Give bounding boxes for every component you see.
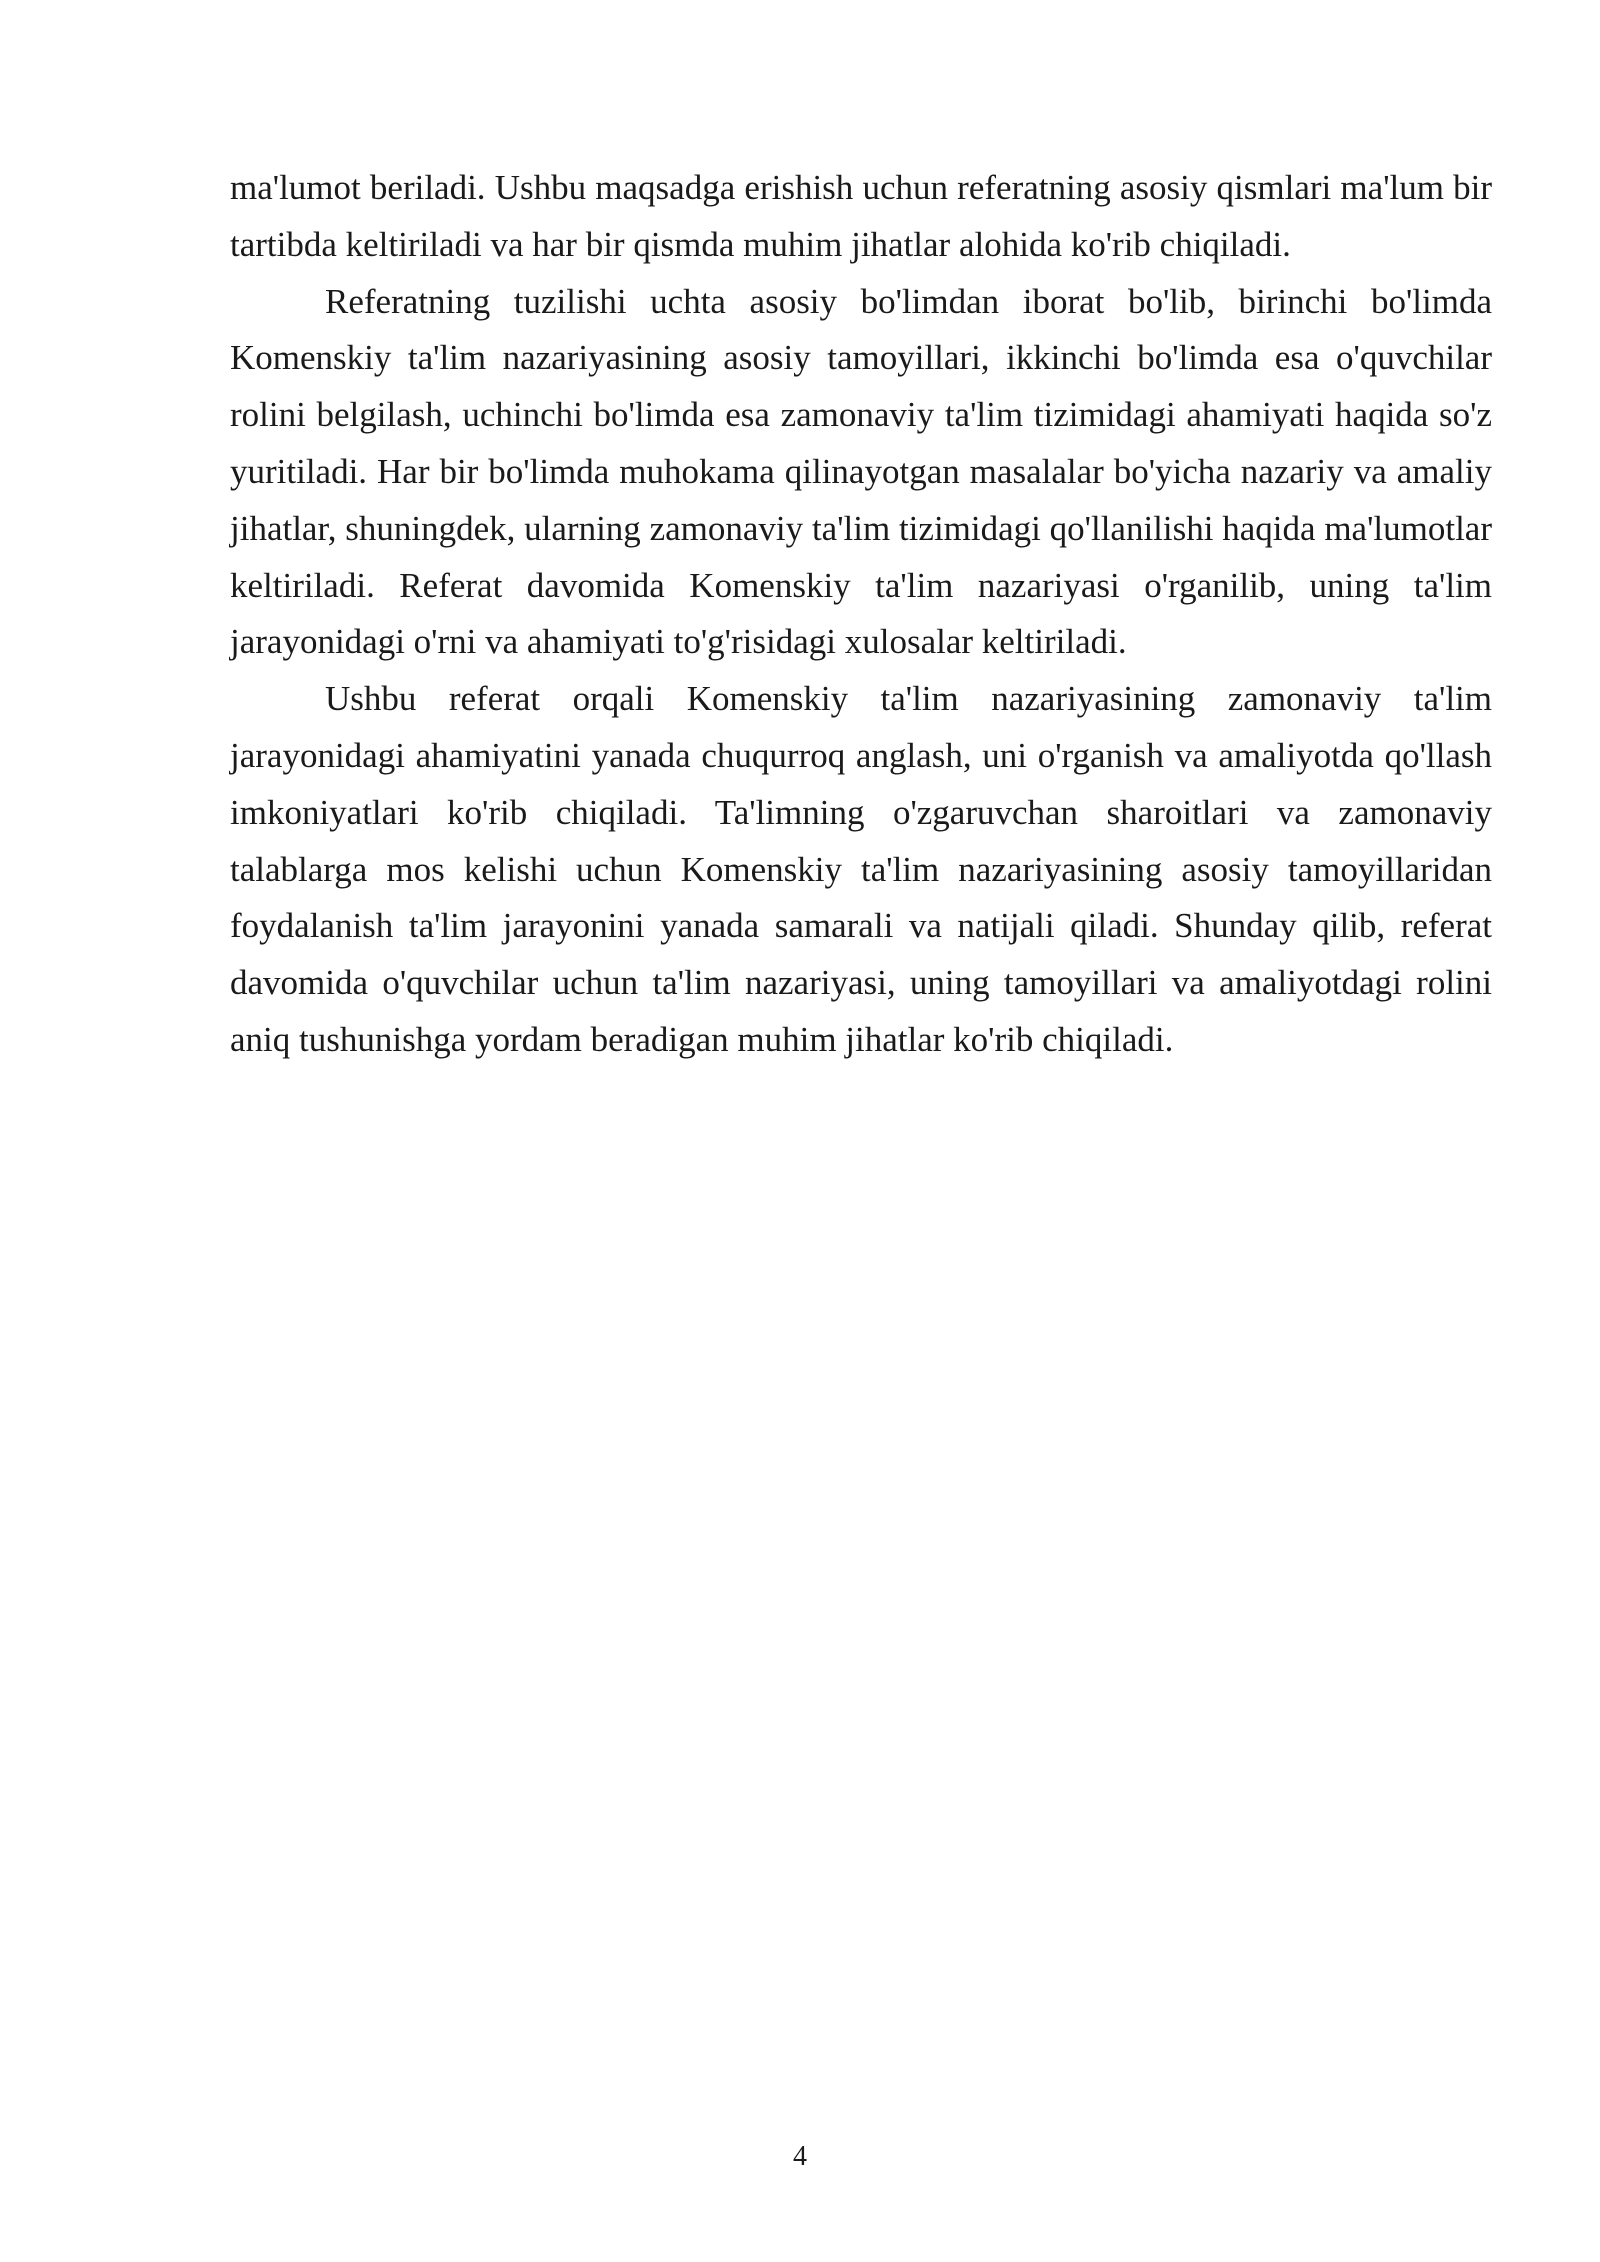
paragraph-purpose: Ushbu referat orqali Komenskiy ta'lim nazariyasining zamonaviy ta'lim jarayonidagi ahamiyatini yanada chuqurroq anglash, uni o'rganish va amaliyotda qo'llash imkoniyatlari ko'rib chiqiladi. Ta'limning o'zgaruvchan sharoitlari va zamonaviy talablarga mos kelishi uchun Komenskiy ta'lim nazariyasining asosiy tamoyillaridan foydalanish ta'lim jarayonini yanada samarali va natijali qiladi. Shunday qilib, referat davomida o'quvchilar uchun ta'lim nazariyasi, uning tamoyillari va amaliyotdagi rolini aniq tushunishga yordam beradigan muhim jihatlar ko'rib chiqiladi.	[230, 679, 1492, 1059]
paragraph-continuation: ma'lumot beriladi. Ushbu maqsadga erishish uchun referatning asosiy qismlari ma'lum bir tartibda keltiriladi va har bir qismda muhim jihatlar alohida ko'rib chiqiladi.	[230, 168, 1492, 264]
paragraph-structure: Referatning tuzilishi uchta asosiy bo'limdan iborat bo'lib, birinchi bo'limda Komenskiy ta'lim nazariyasining asosiy tamoyillari, ikkinchi bo'limda esa o'quvchilar rolini belgilash, uchinchi bo'limda esa zamonaviy ta'lim tizimidagi ahamiyati haqida so'z yuritiladi. Har bir bo'limda muhokama qilinayotgan masalalar bo'yicha nazariy va amaliy jihatlar, shuningdek, ularning zamonaviy ta'lim tizimidagi qo'llanilishi haqida ma'lumotlar keltiriladi. Referat davomida Komenskiy ta'lim nazariyasi o'rganilib, uning ta'lim jarayonidagi o'rni va ahamiyati to'g'risidagi xulosalar keltiriladi.	[230, 281, 1492, 662]
body-text	[230, 160, 1492, 1069]
page-number: 4	[793, 2141, 807, 2172]
